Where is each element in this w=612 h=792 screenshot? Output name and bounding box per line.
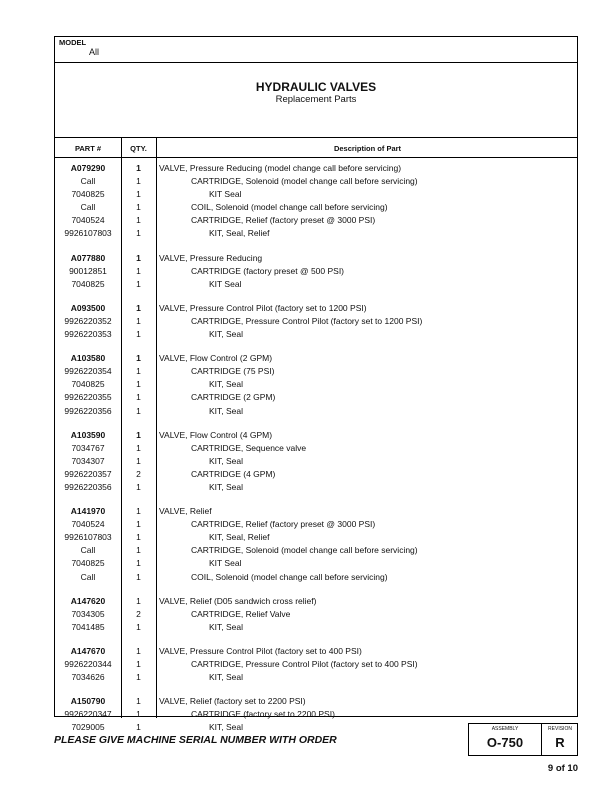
quantity: 1 [136,215,141,226]
table-row [55,315,577,328]
table-row [55,429,577,442]
part-description: CARTRIDGE (4 GPM) [191,468,276,479]
group-spacer [55,291,577,302]
quantity: 1 [136,278,141,289]
quantity: 1 [136,722,141,733]
table-row [55,405,577,418]
table-row [55,621,577,634]
group-spacer [55,584,577,595]
part-group [55,645,577,684]
part-number: 7041485 [71,621,105,632]
quantity: 1 [136,506,141,517]
quantity: 1 [136,366,141,377]
part-number: 7040825 [71,558,105,569]
part-number: 9926220353 [64,329,112,340]
part-number: Call [80,176,96,187]
table-row [55,608,577,621]
table-row [55,365,577,378]
assembly-number: O-750 [486,735,524,750]
part-group [55,595,577,634]
table-row [55,595,577,608]
part-group [55,429,577,494]
part-number: Call [80,545,96,556]
part-group [55,505,577,584]
part-group [55,252,577,291]
column-header-description: Description of Part [333,144,402,153]
quantity: 1 [136,532,141,543]
part-description: CARTRIDGE (75 PSI) [191,366,275,377]
quantity: 1 [136,429,141,440]
quantity: 1 [136,379,141,390]
part-description: KIT, Seal [209,481,244,492]
table-row [55,227,577,240]
part-number: 9926107803 [64,228,112,239]
part-number: 9926220355 [64,392,112,403]
table-row [55,302,577,315]
quantity: 1 [136,455,141,466]
table-row [55,201,577,214]
part-group [55,162,577,241]
quantity: 1 [136,709,141,720]
table-row [55,468,577,481]
column-header-row [55,138,577,158]
table-row [55,265,577,278]
part-number: 7029005 [71,722,105,733]
part-number: Call [80,571,96,582]
group-spacer [55,341,577,352]
quantity: 1 [136,176,141,187]
part-number: 7034305 [71,608,105,619]
table-row [55,391,577,404]
model-value: All [89,47,100,57]
assembly-label: ASSEMBLY [491,726,519,732]
part-description: CARTRIDGE, Relief (factory preset @ 3000 PSI) [191,215,376,226]
table-row [55,378,577,391]
group-spacer [55,241,577,252]
quantity: 2 [136,608,141,619]
quantity: 1 [136,228,141,239]
quantity: 1 [136,696,141,707]
part-description: KIT, Seal [209,329,244,340]
part-number: 9926220354 [64,366,112,377]
part-group [55,352,577,417]
part-description: CARTRIDGE, Relief (factory preset @ 3000 PSI) [191,519,376,530]
table-row [55,328,577,341]
table-row [55,571,577,584]
part-description: CARTRIDGE (factory set to 2200 PSI) [191,709,335,720]
part-group [55,302,577,341]
table-row [55,162,577,175]
group-spacer [55,418,577,429]
group-spacer [55,494,577,505]
part-description: COIL, Solenoid (model change call before servicing) [191,571,388,582]
table-row [55,188,577,201]
part-description: CARTRIDGE, Relief Valve [191,608,291,619]
table-row [55,278,577,291]
table-row [55,252,577,265]
table-row [55,557,577,570]
part-number: A077880 [70,252,106,263]
part-description: VALVE, Pressure Control Pilot (factory set to 400 PSI) [159,645,362,656]
parts-table [55,162,577,734]
quantity: 1 [136,442,141,453]
table-row [55,481,577,494]
quantity: 1 [136,353,141,364]
group-spacer [55,684,577,695]
quantity: 1 [136,672,141,683]
part-number: 9926220356 [64,481,112,492]
part-description: VALVE, Flow Control (2 GPM) [159,353,273,364]
quantity: 1 [136,571,141,582]
revision-value: R [555,735,565,750]
part-description: KIT, Seal [209,621,244,632]
quantity: 1 [136,558,141,569]
table-row [55,352,577,365]
part-description: KIT, Seal [209,455,244,466]
part-number: A147670 [70,645,106,656]
part-number: 9926220357 [64,468,112,479]
part-number: 9926220352 [64,315,112,326]
part-description: VALVE, Pressure Reducing [159,252,263,263]
quantity: 1 [136,315,141,326]
part-number: 7040825 [71,379,105,390]
serial-number-note: PLEASE GIVE MACHINE SERIAL NUMBER WITH ORDER [54,734,337,746]
table-row [55,505,577,518]
part-number: A079290 [70,163,106,173]
part-description: VALVE, Relief [159,506,212,517]
part-number: A147620 [70,595,106,606]
page-subtitle: Replacement Parts [275,94,357,105]
part-number: 9926220344 [64,659,112,669]
part-description: KIT, Seal, Relief [209,532,270,543]
table-row [55,518,577,531]
part-number: 9926107803 [64,532,112,543]
part-description: COIL, Solenoid (model change call before servicing) [191,202,388,213]
quantity: 1 [136,252,141,263]
table-row [55,544,577,557]
quantity: 2 [136,468,141,479]
quantity: 1 [136,481,141,492]
column-header-part: PART # [74,144,102,153]
table-row [55,175,577,188]
part-description: KIT Seal [209,278,242,289]
column-header-qty: QTY. [130,144,147,153]
page-title: HYDRAULIC VALVES [255,80,377,94]
quantity: 1 [136,392,141,403]
part-description: KIT, Seal [209,405,244,416]
part-description: CARTRIDGE (2 GPM) [191,392,276,403]
assembly-revision-box [468,723,578,756]
quantity: 1 [136,645,141,656]
quantity: 1 [136,163,141,173]
quantity: 1 [136,405,141,416]
part-description: CARTRIDGE (factory preset @ 500 PSI) [191,265,345,276]
part-number: A093500 [70,302,106,313]
table-row [55,531,577,544]
part-description: VALVE, Relief (D05 sandwich cross relief) [159,595,317,606]
part-description: KIT, Seal [209,379,244,390]
part-number: Call [80,202,96,213]
part-description: CARTRIDGE, Sequence valve [191,442,307,453]
part-number: 9926220347 [64,709,112,720]
part-number: 7040524 [71,519,105,530]
quantity: 1 [136,519,141,530]
part-description: KIT, Seal [209,722,244,733]
quantity: 1 [136,202,141,213]
part-number: A103590 [70,429,106,440]
part-description: CARTRIDGE, Solenoid (model change call before servicing) [191,545,418,556]
quantity: 1 [136,189,141,200]
part-description: KIT Seal [209,558,242,569]
part-description: KIT, Seal, Relief [209,228,270,239]
model-box [55,37,577,63]
quantity: 1 [136,329,141,340]
table-row [55,442,577,455]
group-spacer [55,634,577,645]
part-number: 7034307 [71,455,105,466]
part-number: A150790 [70,696,106,707]
part-description: CARTRIDGE, Pressure Control Pilot (factory set to 1200 PSI) [191,315,423,326]
part-description: CARTRIDGE, Solenoid (model change call before servicing) [191,176,418,187]
revision-label: REVISION [548,726,572,732]
part-number: 7040825 [71,278,105,289]
part-number: 9926220356 [64,405,112,416]
table-row [55,455,577,468]
part-number: A103580 [70,353,106,364]
table-row [55,671,577,684]
table-row [55,645,577,658]
part-description: VALVE, Pressure Control Pilot (factory set to 1200 PSI) [159,302,367,313]
table-row [55,695,577,708]
page-number: 9 of 10 [547,763,578,774]
part-description: CARTRIDGE, Pressure Control Pilot (factory set to 400 PSI) [191,659,418,669]
quantity: 1 [136,595,141,606]
part-number: 7034626 [71,672,105,683]
table-row [55,658,577,671]
part-number: 7040825 [71,189,105,200]
quantity: 1 [136,302,141,313]
model-label: MODEL [59,38,87,47]
part-number: 90012851 [69,265,107,276]
part-number: A141970 [70,506,106,517]
quantity: 1 [136,621,141,632]
part-description: VALVE, Relief (factory set to 2200 PSI) [159,696,306,707]
table-row [55,214,577,227]
quantity: 1 [136,659,141,669]
part-description: VALVE, Flow Control (4 GPM) [159,429,273,440]
quantity: 1 [136,545,141,556]
part-number: 7040524 [71,215,105,226]
part-description: KIT Seal [209,189,242,200]
part-description: VALVE, Pressure Reducing (model change call before servicing) [159,163,402,173]
quantity: 1 [136,265,141,276]
part-description: KIT, Seal [209,672,244,683]
table-row [55,708,577,721]
part-number: 7034767 [71,442,105,453]
